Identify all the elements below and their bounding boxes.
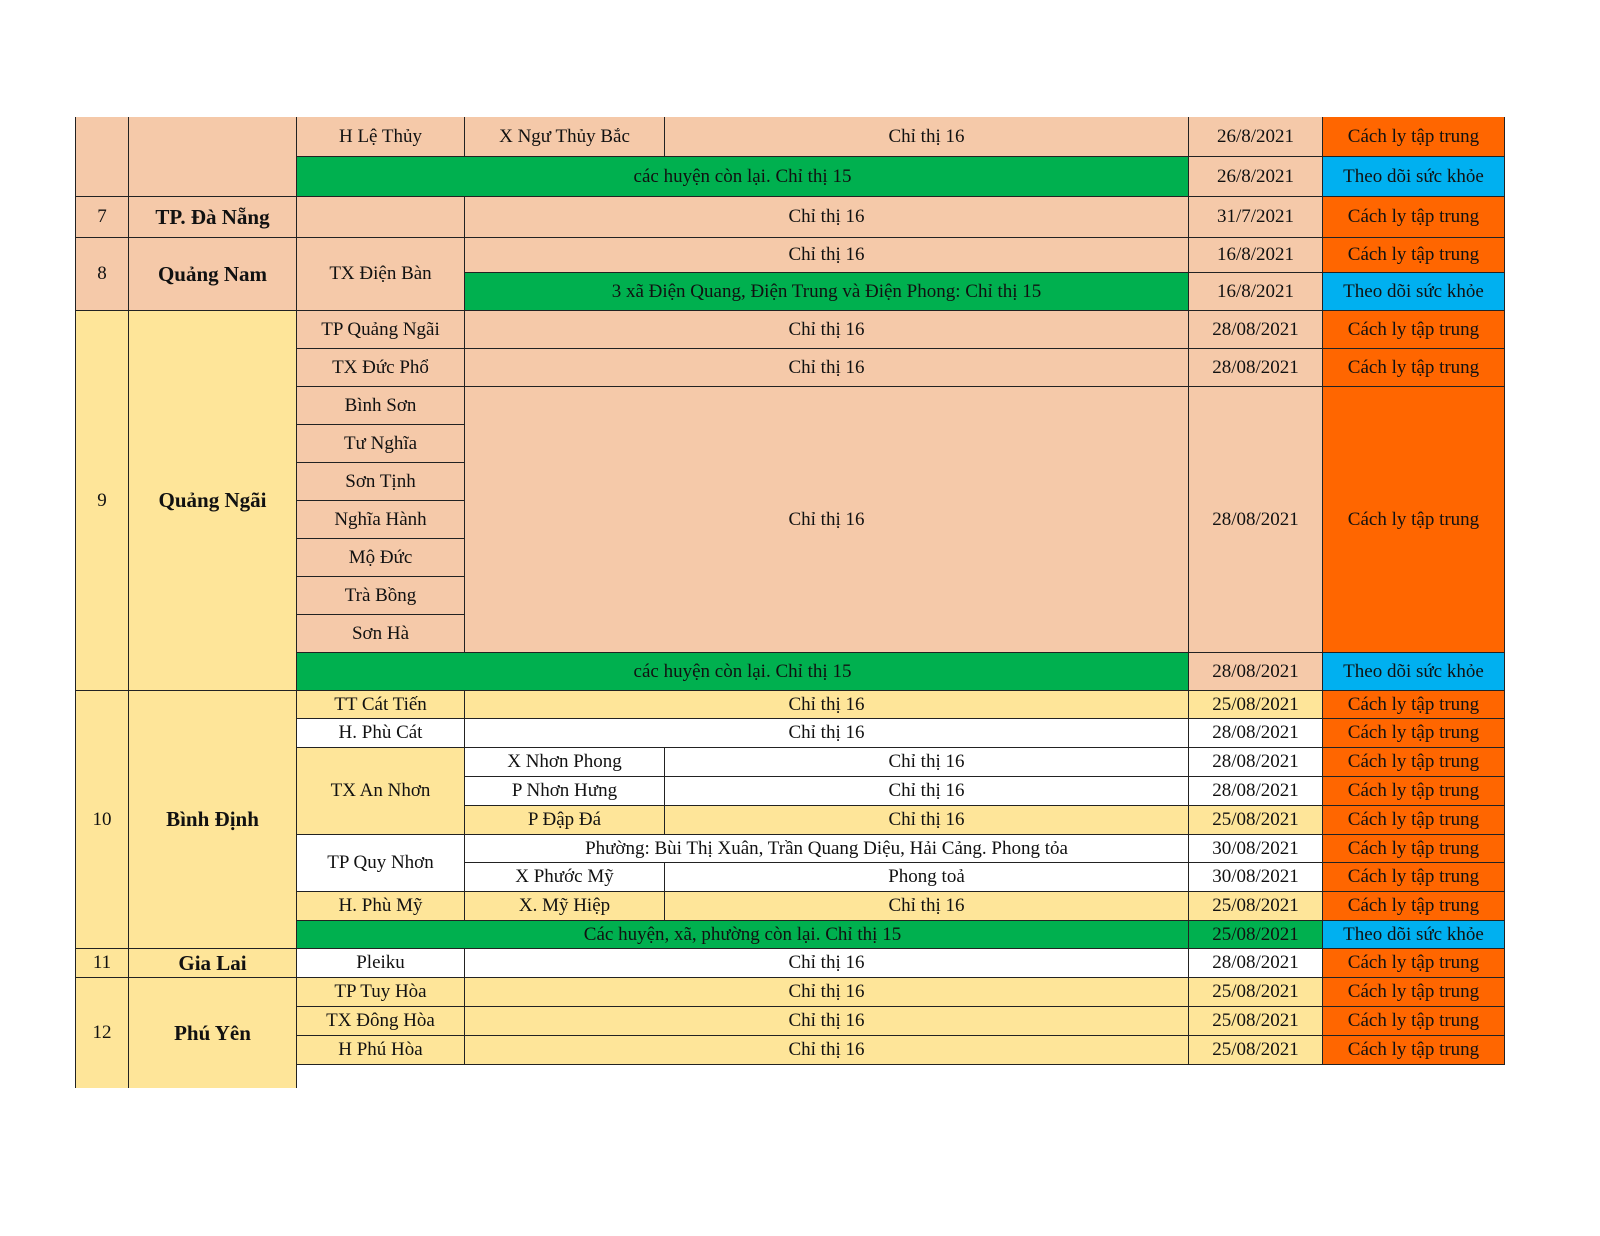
province-cell: Bình Định (129, 691, 297, 949)
commune-cell: P Đập Đá (465, 806, 665, 835)
date-cell: 26/8/2021 (1189, 117, 1323, 157)
date-cell: 28/08/2021 (1189, 949, 1323, 978)
province-cell: Gia Lai (129, 949, 297, 978)
commune-cell: X Nhơn Phong (465, 748, 665, 777)
district-cell (297, 197, 465, 238)
district-cell: TX An Nhơn (297, 748, 465, 835)
status-cell: Cách ly tập trung (1323, 1036, 1505, 1065)
date-cell: 25/08/2021 (1189, 691, 1323, 719)
commune-cell: X Ngư Thủy Bắc (465, 117, 665, 157)
measure-cell: Phong toả (665, 863, 1189, 892)
measure-cell: Chỉ thị 16 (465, 949, 1189, 978)
status-cell: Cách ly tập trung (1323, 349, 1505, 387)
district-cell: TX Đức Phổ (297, 349, 465, 387)
district-cell: TT Cát Tiến (297, 691, 465, 719)
no-cell: 11 (75, 949, 129, 978)
district-cell: Sơn Tịnh (297, 463, 465, 501)
no-cell: 10 (75, 691, 129, 949)
status-cell: Cách ly tập trung (1323, 197, 1505, 238)
measure-cell: Chỉ thị 16 (465, 349, 1189, 387)
district-cell: TP Tuy Hòa (297, 978, 465, 1007)
measure-cell: Phường: Bùi Thị Xuân, Trần Quang Diệu, Hải Cảng. Phong tỏa (465, 835, 1189, 863)
district-cell: Tư Nghĩa (297, 425, 465, 463)
commune-cell: X. Mỹ Hiệp (465, 892, 665, 921)
province-cell: Phú Yên (129, 978, 297, 1088)
date-cell: 25/08/2021 (1189, 1007, 1323, 1036)
measure-cell: 3 xã Điện Quang, Điện Trung và Điện Phong: Chỉ thị 15 (465, 273, 1189, 311)
measure-cell: Chỉ thị 16 (665, 777, 1189, 806)
date-cell: 30/08/2021 (1189, 835, 1323, 863)
province-cell: TP. Đà Nẵng (129, 197, 297, 238)
district-cell: Sơn Hà (297, 615, 465, 653)
province-cell: Quảng Nam (129, 238, 297, 311)
district-cell: TP Quảng Ngãi (297, 311, 465, 349)
district-cell: TX Điện Bàn (297, 238, 465, 311)
measure-cell: Chỉ thị 16 (465, 1007, 1189, 1036)
lockdown-table (75, 117, 1518, 1088)
district-cell: H. Phù Mỹ (297, 892, 465, 921)
measure-cell: Chỉ thị 16 (465, 1036, 1189, 1065)
measure-cell: Chỉ thị 16 (465, 387, 1189, 653)
status-cell: Cách ly tập trung (1323, 892, 1505, 921)
status-cell: Cách ly tập trung (1323, 949, 1505, 978)
no-cell: 12 (75, 978, 129, 1088)
measure-cell: Chỉ thị 16 (465, 197, 1189, 238)
district-cell: TX Đông Hòa (297, 1007, 465, 1036)
no-cell: 7 (75, 197, 129, 238)
date-cell: 28/08/2021 (1189, 387, 1323, 653)
status-cell: Cách ly tập trung (1323, 1007, 1505, 1036)
status-cell: Cách ly tập trung (1323, 719, 1505, 748)
date-cell: 28/08/2021 (1189, 653, 1323, 691)
status-cell: Cách ly tập trung (1323, 748, 1505, 777)
measure-cell: Các huyện, xã, phường còn lại. Chỉ thị 15 (297, 921, 1189, 949)
date-cell: 16/8/2021 (1189, 273, 1323, 311)
commune-cell: X Phước Mỹ (465, 863, 665, 892)
commune-cell: P Nhơn Hưng (465, 777, 665, 806)
district-cell: Nghĩa Hành (297, 501, 465, 539)
date-cell: 25/08/2021 (1189, 892, 1323, 921)
measure-cell: Chỉ thị 16 (665, 748, 1189, 777)
district-cell: H Phú Hòa (297, 1036, 465, 1065)
status-cell: Cách ly tập trung (1323, 835, 1505, 863)
no-cell: 9 (75, 311, 129, 691)
district-cell: Mộ Đức (297, 539, 465, 577)
date-cell: 25/08/2021 (1189, 806, 1323, 835)
measure-cell: Chỉ thị 16 (465, 978, 1189, 1007)
province-cell-continued (129, 117, 297, 197)
district-cell: H Lệ Thủy (297, 117, 465, 157)
status-cell: Cách ly tập trung (1323, 117, 1505, 157)
date-cell: 28/08/2021 (1189, 719, 1323, 748)
date-cell: 25/08/2021 (1189, 921, 1323, 949)
date-cell: 28/08/2021 (1189, 748, 1323, 777)
date-cell: 25/08/2021 (1189, 1036, 1323, 1065)
status-cell: Cách ly tập trung (1323, 691, 1505, 719)
measure-cell: các huyện còn lại. Chỉ thị 15 (297, 157, 1189, 197)
measure-cell: Chỉ thị 16 (665, 806, 1189, 835)
district-cell: Pleiku (297, 949, 465, 978)
measure-cell: các huyện còn lại. Chỉ thị 15 (297, 653, 1189, 691)
date-cell: 25/08/2021 (1189, 978, 1323, 1007)
province-cell: Quảng Ngãi (129, 311, 297, 691)
district-cell: Trà Bồng (297, 577, 465, 615)
status-cell: Cách ly tập trung (1323, 863, 1505, 892)
measure-cell: Chỉ thị 16 (465, 238, 1189, 273)
status-cell: Cách ly tập trung (1323, 978, 1505, 1007)
status-cell: Cách ly tập trung (1323, 238, 1505, 273)
status-cell: Theo dõi sức khỏe (1323, 157, 1505, 197)
status-cell: Cách ly tập trung (1323, 387, 1505, 653)
date-cell: 28/08/2021 (1189, 777, 1323, 806)
measure-cell: Chỉ thị 16 (665, 892, 1189, 921)
district-cell: TP Quy Nhơn (297, 835, 465, 892)
status-cell: Theo dõi sức khỏe (1323, 921, 1505, 949)
status-cell: Cách ly tập trung (1323, 806, 1505, 835)
district-cell: Bình Sơn (297, 387, 465, 425)
date-cell: 26/8/2021 (1189, 157, 1323, 197)
date-cell: 28/08/2021 (1189, 349, 1323, 387)
date-cell: 30/08/2021 (1189, 863, 1323, 892)
no-cell: 8 (75, 238, 129, 311)
district-cell: H. Phù Cát (297, 719, 465, 748)
measure-cell: Chỉ thị 16 (465, 311, 1189, 349)
status-cell: Theo dõi sức khỏe (1323, 273, 1505, 311)
date-cell: 28/08/2021 (1189, 311, 1323, 349)
measure-cell: Chỉ thị 16 (465, 691, 1189, 719)
measure-cell: Chỉ thị 16 (665, 117, 1189, 157)
status-cell: Theo dõi sức khỏe (1323, 653, 1505, 691)
date-cell: 31/7/2021 (1189, 197, 1323, 238)
date-cell: 16/8/2021 (1189, 238, 1323, 273)
measure-cell: Chỉ thị 16 (465, 719, 1189, 748)
no-cell-continued (75, 117, 129, 197)
status-cell: Cách ly tập trung (1323, 311, 1505, 349)
status-cell: Cách ly tập trung (1323, 777, 1505, 806)
